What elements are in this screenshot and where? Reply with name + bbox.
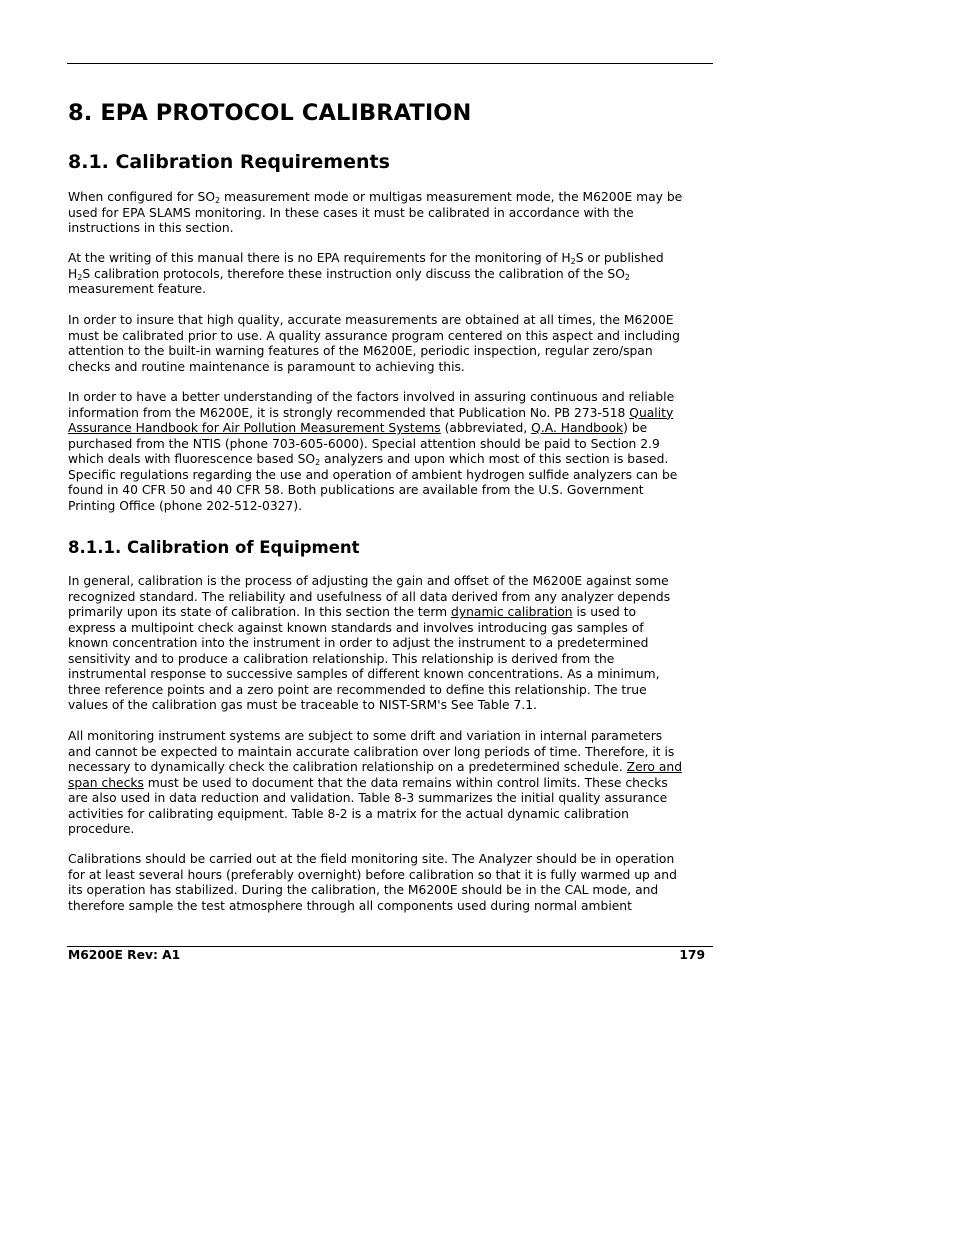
text-line: instructions in this section. — [68, 221, 234, 235]
text-span: necessary to dynamically check the calibration relationship on a predetermined schedule. — [68, 760, 627, 774]
zero-span-checks-term: Zero and — [626, 760, 682, 774]
text-line: found in 40 CFR 50 and 40 CFR 58. Both publications are available from the U.S. Government — [68, 483, 644, 497]
subscript: 2 — [215, 196, 221, 205]
text-span: measurement mode or multigas measurement mode, the M6200E may be — [220, 190, 683, 204]
subscript: 2 — [315, 458, 321, 467]
text-line: attention to the built-in warning features of the M6200E, periodic inspection, regular zero/span — [68, 344, 653, 358]
paragraph-7 — [68, 852, 713, 914]
text-line: Specific regulations regarding the use and operation of ambient hydrogen sulfide analyzers can be — [68, 467, 678, 482]
text-line: three reference points and a zero point are recommended to define this relationship. The true — [68, 682, 647, 697]
header-rule — [67, 63, 713, 64]
text-line: and cannot be expected to maintain accurate calibration over long periods of time. Therefore, it is — [68, 744, 675, 759]
text-line: values of the calibration gas must be traceable to NIST-SRM's See Table 7.1. — [68, 698, 537, 712]
text-line: are also used in data reduction and validation. Table 8-3 summarizes the initial quality assurance — [68, 791, 668, 805]
text-span: S or published — [575, 251, 664, 265]
paragraph-3 — [68, 313, 713, 375]
text-line: In general, calibration is the process of adjusting the gain and offset of the M6200E against some — [68, 574, 669, 588]
subscript: 2 — [77, 272, 83, 282]
zero-span-checks-term: span checks — [68, 775, 144, 790]
footer-page-number: 179 — [679, 948, 705, 962]
text-span: information from the M6200E, it is strongly recommended that Publication No. PB 273-518 — [68, 405, 630, 420]
subscript: 2 — [570, 257, 576, 266]
text-line: for at least several hours (preferably overnight) before calibration so that it is fully warmed up and — [68, 867, 677, 882]
qa-handbook-abbrev: Q.A. Handbook — [531, 421, 624, 435]
text-span: When configured for SO — [68, 190, 216, 204]
handbook-title-link: Assurance Handbook for Air Pollution Measurement Systems — [68, 421, 441, 435]
dynamic-calibration-term: dynamic calibration — [451, 605, 573, 619]
chapter-heading: 8. EPA PROTOCOL CALIBRATION — [68, 100, 472, 126]
text-span: must be used to document that the data remains within control limits. These checks — [143, 775, 668, 790]
text-line: In order to have a better understanding of the factors involved in assuring continuous and reliable — [68, 390, 675, 404]
footer-revision: M6200E Rev: A1 — [68, 948, 181, 962]
text-span: is used to — [572, 605, 637, 619]
section-heading: 8.1. Calibration Requirements — [68, 151, 390, 173]
text-span: analyzers and upon which most of this section is based. — [320, 452, 669, 466]
text-span: which deals with fluorescence based SO — [68, 452, 316, 466]
text-line: its operation has stabilized. During the calibration, the M6200E should be in the CAL mode, and — [68, 883, 659, 897]
text-line: sensitivity and to produce a calibration relationship. This relationship is derived from the — [68, 651, 615, 666]
paragraph-4 — [68, 390, 713, 514]
text-line: therefore sample the test atmosphere through all components used during normal ambient — [68, 898, 632, 913]
text-span: At the writing of this manual there is no EPA requirements for the monitoring of H — [68, 251, 571, 265]
paragraph-2 — [68, 251, 713, 298]
text-line: used for EPA SLAMS monitoring. In these cases it must be calibrated in accordance with the — [68, 205, 634, 220]
text-span: ) be — [623, 421, 648, 435]
text-line: purchased from the NTIS (phone 703-605-6000). Special attention should be paid to Section 2.9 — [68, 436, 660, 451]
text-line: measurement feature. — [68, 282, 207, 296]
text-span: (abbreviated, — [440, 421, 532, 435]
text-line: In order to insure that high quality, accurate measurements are obtained at all times, the M6200E — [68, 313, 674, 327]
text-line: instrumental response to successive samples of different known concentrations. As a minimum, — [68, 667, 660, 681]
paragraph-6 — [68, 729, 713, 838]
text-line: Printing Office (phone 202-512-0327). — [68, 498, 303, 513]
text-line: recognized standard. The reliability and usefulness of all data derived from any analyzer depends — [68, 589, 671, 604]
text-line: checks and routine maintenance is paramount to achieving this. — [68, 359, 465, 374]
footer-rule — [67, 946, 713, 947]
paragraph-1 — [68, 190, 713, 237]
text-line: activities for calibrating equipment. Table 8-2 is a matrix for the actual dynamic calibration — [68, 806, 629, 821]
text-line: must be calibrated prior to use. A quality assurance program centered on this aspect and including — [68, 328, 680, 343]
text-span: H — [68, 266, 78, 281]
text-line: procedure. — [68, 822, 135, 836]
subsection-heading: 8.1.1. Calibration of Equipment — [68, 538, 360, 557]
paragraph-5 — [68, 574, 713, 714]
handbook-title-link: Quality — [629, 405, 674, 420]
text-line: express a multipoint check against known standards and involves introducing gas samples of — [68, 620, 644, 635]
text-span: primarily upon its state of calibration. In this section the term — [68, 605, 452, 619]
subscript: 2 — [624, 272, 630, 282]
text-line: Calibrations should be carried out at the field monitoring site. The Analyzer should be in operation — [68, 852, 675, 866]
text-line: known concentration into the instrument in order to adjust the instrument to a predetermined — [68, 636, 649, 650]
text-line: All monitoring instrument systems are subject to some drift and variation in internal parameters — [68, 729, 663, 743]
text-span: S calibration protocols, therefore these instruction only discuss the calibration of the SO — [82, 266, 625, 281]
